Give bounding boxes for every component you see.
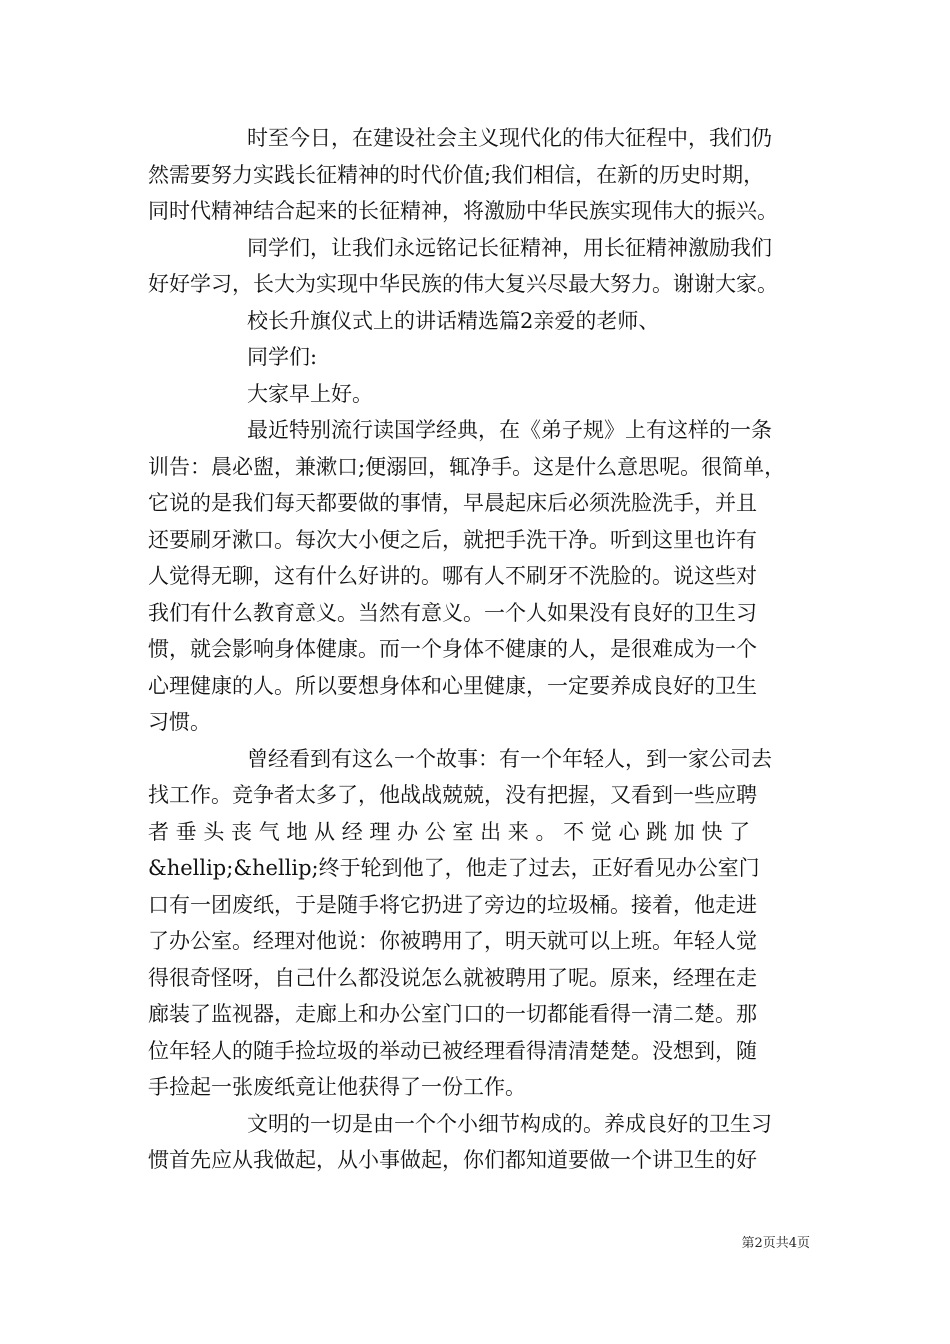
text-line: 最近特别流行读国学经典，在《弟子规》上有这样的一条 [247, 418, 772, 442]
text-line: 位年轻人的随手捡垃圾的举动已被经理看得清清楚楚。没想到，随 [148, 1038, 757, 1063]
text-line: 习惯。 [148, 710, 211, 734]
text-line: 文明的一切是由一个个小细节构成的。养成良好的卫生习 [247, 1111, 772, 1136]
text-line: 惯首先应从我做起，从小事做起，你们都知道要做一个讲卫生的好 [148, 1148, 757, 1172]
text-line: 同学们，让我们永远铭记长征精神，用长征精神激励我们 [247, 235, 772, 260]
text-line: 好好学习，长大为实现中华民族的伟大复兴尽最大努力。谢谢大家。 [148, 272, 778, 296]
text-line: 然需要努力实践长征精神的时代价值;我们相信，在新的历史时期， [148, 162, 765, 187]
text-line: 手捡起一张废纸竟让他获得了一份工作。 [148, 1075, 526, 1099]
text-line: 者 垂 头 丧 气 地 从 经 理 办 公 室 出 来 。 不 觉 心 跳 加 快 了 [148, 819, 751, 844]
text-line: 找工作。竞争者太多了，他战战兢兢，没有把握，又看到一些应聘 [148, 783, 757, 807]
text-line: 同学们: [247, 345, 318, 369]
text-line: 廊装了监视器，走廊上和办公室门口的一切都能看得一清二楚。那 [148, 1002, 757, 1026]
text-line: 了办公室。经理对他说：你被聘用了，明天就可以上班。年轻人觉 [148, 929, 757, 953]
text-line: 惯，就会影响身体健康。而一个身体不健康的人，是很难成为一个 [148, 637, 757, 661]
text-line: 人觉得无聊，这有什么好讲的。哪有人不刷牙不洗脸的。说这些对 [148, 564, 757, 588]
text-line: 口有一团废纸，于是随手将它扔进了旁边的垃圾桶。接着，他走进 [148, 892, 757, 917]
text-line: 校长升旗仪式上的讲话精选篇2亲爱的老师、 [247, 308, 660, 333]
text-line: 还要刷牙漱口。每次大小便之后，就把手洗干净。听到这里也许有 [148, 527, 757, 552]
text-line: 我们有什么教育意义。当然有意义。一个人如果没有良好的卫生习 [148, 600, 757, 625]
text-line: 时至今日，在建设社会主义现代化的伟大征程中，我们仍 [247, 126, 772, 150]
text-line: 曾经看到有这么一个故事：有一个年轻人，到一家公司去 [247, 746, 772, 771]
text-line: &hellip;&hellip;终于轮到他了，他走了过去，正好看见办公室门 [148, 856, 760, 880]
page-number-footer: 第2页共4页 [741, 1236, 810, 1251]
text-line: 训告：晨必盥，兼漱口;便溺回，辄净手。这是什么意思呢。很简单， [148, 454, 786, 479]
text-line: 同时代精神结合起来的长征精神，将激励中华民族实现伟大的振兴。 [148, 199, 778, 223]
text-line: 心理健康的人。所以要想身体和心里健康，一定要养成良好的卫生 [148, 673, 757, 698]
text-line: 得很奇怪呀，自己什么都没说怎么就被聘用了呢。原来，经理在走 [148, 965, 757, 990]
text-line: 大家早上好。 [247, 381, 373, 406]
text-line: 它说的是我们每天都要做的事情，早晨起床后必须洗脸洗手，并且 [148, 491, 757, 515]
